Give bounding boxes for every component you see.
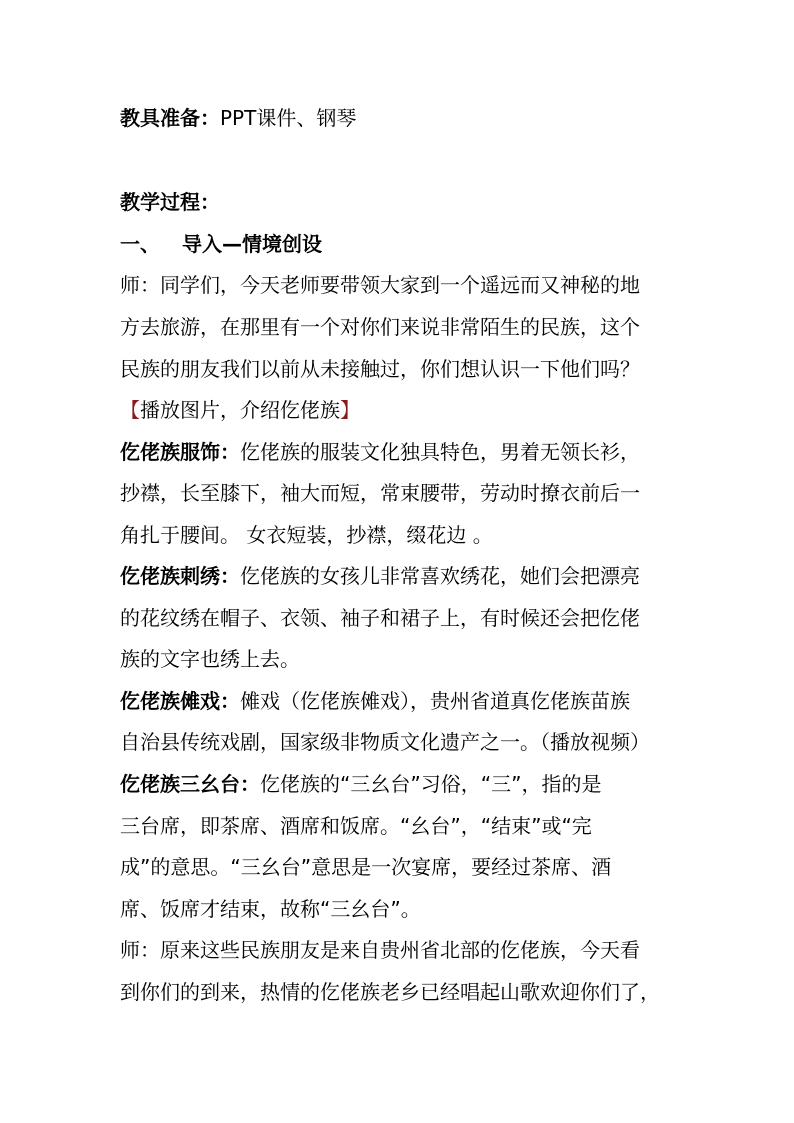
embroidery-line-1 — [120, 562, 690, 590]
closing-line-1: 师：原来这些民族朋友是来自贵州省北部的仡佬族，今天看 — [120, 938, 640, 962]
nuo-line-1 — [120, 687, 690, 715]
play-note-close-bracket: 】 — [340, 398, 360, 422]
sanyaotai-label: 仡佬族三幺台： — [120, 772, 260, 796]
intro-line-1: 师：同学们，今天老师要带领大家到一个遥远而又神秘的地 — [120, 273, 640, 297]
clothing-label: 仡佬族服饰： — [120, 440, 240, 464]
section1-number: 一、 — [120, 232, 160, 256]
sanyaotai-text-1: 仡佬族的“三幺台”习俗，“三”，指的是 — [260, 772, 602, 796]
embroidery-line-3: 族的文字也绣上去。 — [120, 647, 300, 671]
materials-label: 教具准备： — [120, 106, 220, 130]
sanyaotai-line-1 — [120, 770, 690, 798]
embroidery-text-1: 仡佬族的女孩儿非常喜欢绣花，她们会把漂亮 — [240, 564, 640, 588]
intro-line-2: 方去旅游，在那里有一个对你们来说非常陌生的民族，这个 — [120, 315, 640, 339]
section1-title: 导入—情境创设 — [182, 232, 322, 256]
nuo-line-2: 自治县传统戏剧，国家级非物质文化遗产之一。（播放视频） — [120, 730, 650, 754]
closing-line-2: 到你们的到来，热情的仡佬族老乡已经唱起山歌欢迎你们了， — [120, 980, 660, 1004]
materials-text: PPT课件、钢琴 — [220, 106, 357, 130]
nuo-text-1: 傩戏（仡佬族傩戏），贵州省道真仡佬族苗族 — [240, 689, 630, 713]
play-note-open-bracket: 【 — [120, 398, 140, 422]
nuo-label: 仡佬族傩戏： — [120, 689, 240, 713]
clothing-line-1 — [120, 438, 690, 466]
intro-line-3: 民族的朋友我们以前从未接触过，你们想认识一下他们吗？ — [120, 357, 640, 381]
clothing-line-3: 角扎于腰间。 女衣短装，抄襟，缀花边 。 — [120, 523, 493, 547]
sanyaotai-line-3: 成”的意思。“三幺台”意思是一次宴席，要经过茶席、酒 — [120, 855, 612, 879]
section1-heading — [120, 230, 690, 258]
sanyaotai-line-4: 席、饭席才结束，故称“三幺台”。 — [120, 897, 421, 921]
play-note-text: 播放图片，介绍仡佬族 — [140, 398, 340, 422]
embroidery-line-2: 的花纹绣在帽子、衣领、袖子和裙子上，有时候还会把仡佬 — [120, 606, 640, 630]
materials-line — [120, 104, 690, 132]
clothing-line-2: 抄襟，长至膝下，袖大而短，常束腰带，劳动时撩衣前后一 — [120, 481, 640, 505]
clothing-text-1: 仡佬族的服装文化独具特色，男着无领长衫， — [240, 440, 640, 464]
play-note — [120, 396, 690, 424]
process-heading: 教学过程： — [120, 190, 220, 214]
embroidery-label: 仡佬族刺绣： — [120, 564, 240, 588]
sanyaotai-line-2: 三台席，即茶席、酒席和饭席。“幺台”，“结束”或“完 — [120, 814, 592, 838]
